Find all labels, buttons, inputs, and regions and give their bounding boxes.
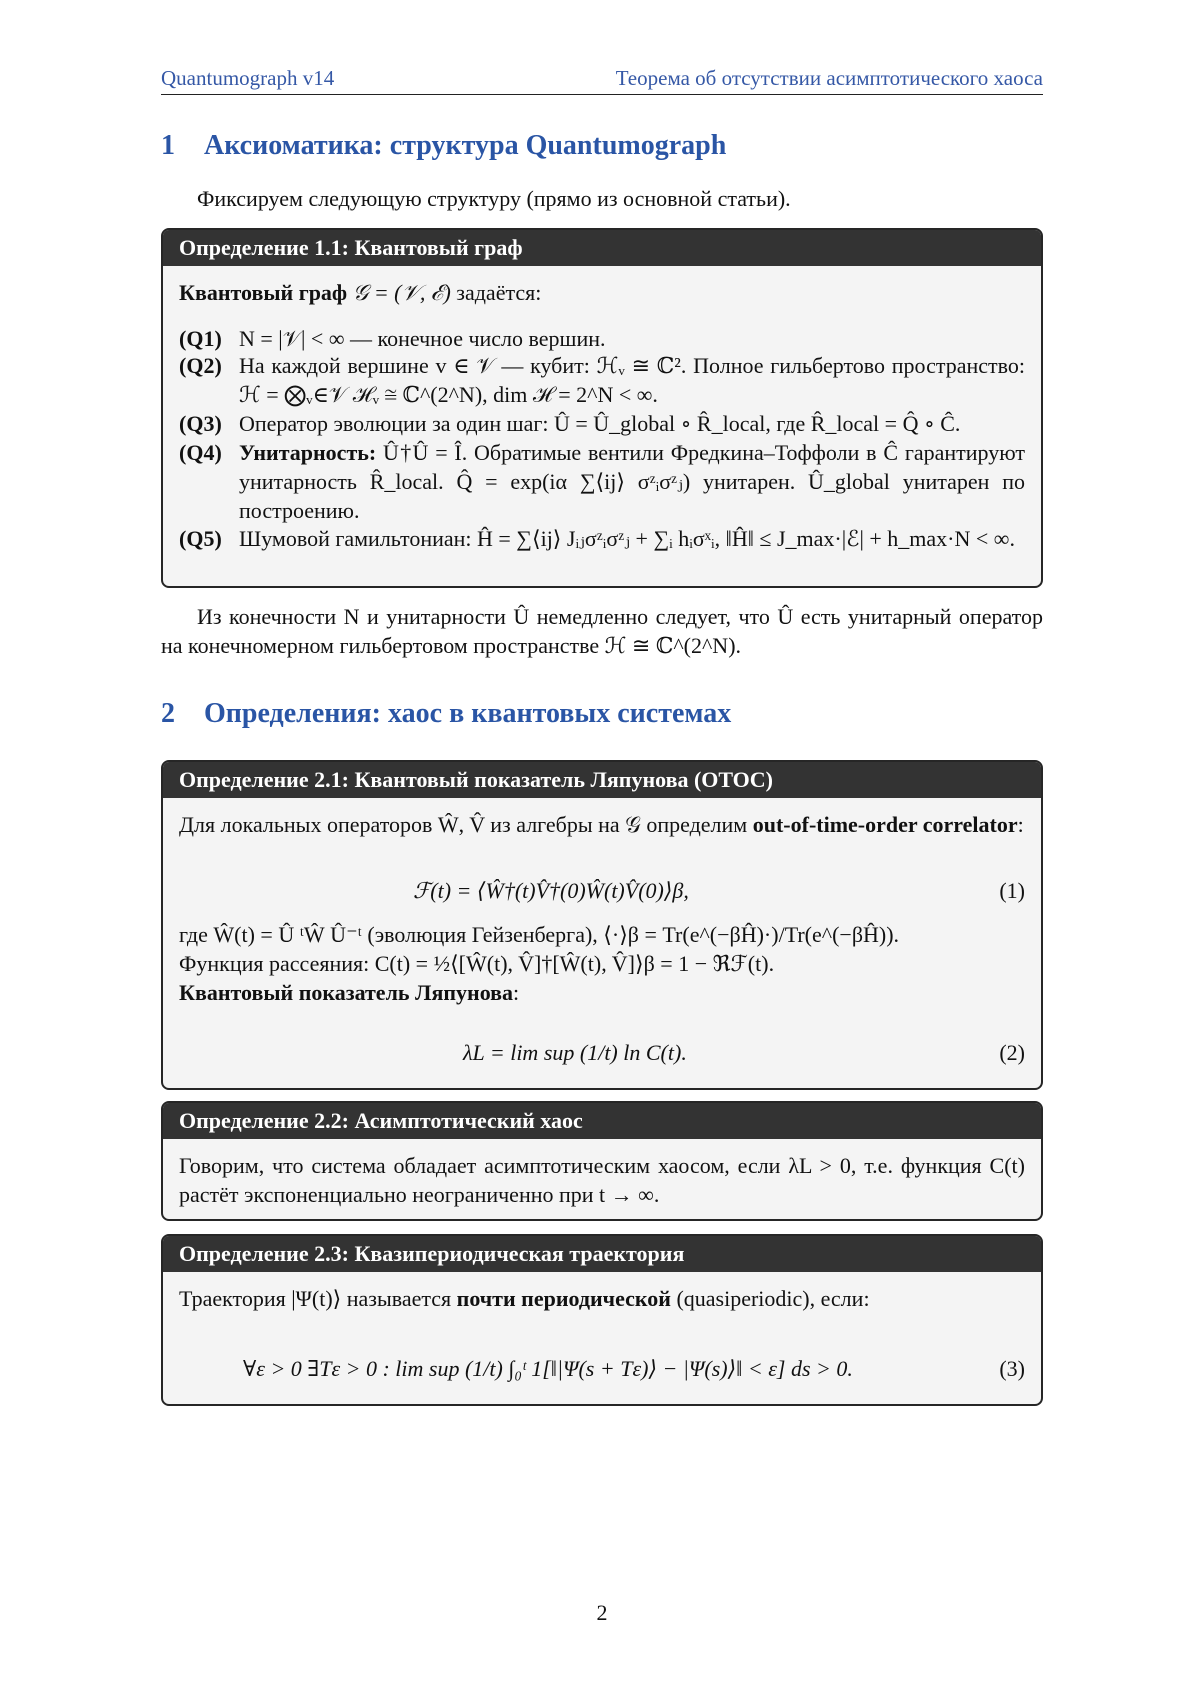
definition-body — [163, 798, 1041, 1088]
quasiperiodic-lead — [179, 1284, 870, 1313]
lead-rest: (quasiperiodic), если: — [676, 1286, 870, 1311]
definition-title: Определение 1.1: Квантовый граф — [163, 230, 1041, 266]
axiom-text: Û†Û = Î. Обратимые вентили Фредкина–Тоффоли в Ĉ гарантируют унитарность R̂_local. Q̂ = exp(iα ∑⟨ij⟩ σᶻᵢσᶻⱼ) унитарен. Û_global унитарен по построению. — [239, 440, 1026, 523]
equation-number: (1) — [999, 878, 1025, 903]
section-2-heading — [161, 698, 731, 730]
axiom-tag: (Q4) — [179, 440, 222, 465]
lead-rest: задаётся: — [450, 280, 542, 305]
otoc-intro: Для локальных операторов Ŵ, V̂ из алгебры на 𝒢 определим out-of-time-order correlator: — [179, 812, 1024, 837]
page-number: 2 — [596, 1600, 608, 1625]
otoc-intro-text: Для локальных операторов Ŵ, V̂ из алгебры на 𝒢 определим — [179, 812, 748, 837]
chaos-definition-text: Говорим, что система обладает асимптотическим хаосом, если λL > 0, т.е. функция C(t) растёт экспоненциально неограниченно при t → ∞. — [179, 1153, 1025, 1207]
section-number: 1 — [161, 130, 175, 161]
axiom-tag: (Q1) — [179, 326, 222, 351]
definition-box-2-1 — [161, 760, 1043, 1090]
equation-2: λL = lim sup (1/t) ln C(t). — [463, 1040, 687, 1065]
section-1-heading — [161, 130, 726, 162]
scattering-line: Функция рассеяния: C(t) = ½⟨[Ŵ(t), V̂]†[Ŵ(t), V̂]⟩β = 1 − ℜℱ(t). — [179, 951, 775, 976]
axiom-text: На каждой вершине v ∈ 𝒱 — кубит: ℋᵥ ≅ ℂ². Полное гильбертово пространство: ℋ = ⨂ᵥ∈𝒱 ℋᵥ ≅ ℂ^(2^N), dim ℋ = 2^N < ∞. — [239, 353, 1025, 407]
definition-box-1-1 — [161, 228, 1043, 588]
section-title: Определения: хаос в квантовых системах — [204, 698, 732, 729]
lyapunov-heading: Квантовый показатель Ляпунова: — [179, 980, 520, 1005]
header-right: Теорема об отсутствии асимптотического хаоса — [615, 66, 1043, 90]
axiom-tag: (Q5) — [179, 526, 222, 551]
lead-text: Траектория |Ψ(t)⟩ называется — [179, 1286, 452, 1311]
definition-title: Определение 2.1: Квантовый показатель Ляпунова (OTOC) — [163, 762, 1041, 798]
equation-1: ℱ(t) = ⟨Ŵ†(t)V̂†(0)Ŵ(t)V̂(0)⟩β, — [413, 878, 689, 903]
definition-title: Определение 2.2: Асимптотический хаос — [163, 1103, 1041, 1139]
section-number: 2 — [161, 698, 175, 729]
section-1-intro: Фиксируем следующую структуру (прямо из основной статьи). — [197, 186, 791, 211]
axiom-text: N = |𝒱| < ∞ — конечное число вершин. — [239, 326, 606, 351]
definition-lead — [179, 278, 541, 307]
lead-term: Квантовый граф — [179, 280, 348, 305]
running-header — [161, 64, 1043, 95]
axiom-tag: (Q2) — [179, 353, 222, 378]
otoc-term: out-of-time-order correlator — [752, 812, 1018, 837]
equation-number: (3) — [999, 1356, 1025, 1381]
lead-formula: 𝒢 = (𝒱, ℰ) — [352, 280, 451, 305]
definition-body — [163, 1272, 1041, 1404]
definition-body — [163, 266, 1041, 586]
header-left: Quantumograph v14 — [161, 66, 335, 90]
lead-term: почти периодической — [456, 1286, 671, 1311]
axiom-text: Оператор эволюции за один шаг: Û = Û_global ∘ R̂_local, где R̂_local = Q̂ ∘ Ĉ. — [239, 411, 961, 436]
section-title: Аксиоматика: структура Quantumograph — [204, 130, 727, 161]
definition-box-2-2 — [161, 1101, 1043, 1221]
axiom-tag: (Q3) — [179, 411, 222, 436]
definition-body — [163, 1139, 1041, 1219]
axiom-bold: Унитарность: — [239, 440, 377, 465]
definition-title: Определение 2.3: Квазипериодическая траектория — [163, 1236, 1041, 1272]
equation-number: (2) — [999, 1040, 1025, 1065]
equation-3: ∀ε > 0 ∃Tε > 0 : lim sup (1/t) ∫₀ᵗ 1[‖|Ψ(s + Tε)⟩ − |Ψ(s)⟩‖ < ε] ds > 0. — [243, 1356, 853, 1381]
axiom-text: Шумовой гамильтониан: Ĥ = ∑⟨ij⟩ Jᵢⱼσᶻᵢσᶻⱼ + ∑ᵢ hᵢσˣᵢ, ‖Ĥ‖ ≤ J_max·|ℰ| + h_max·N < ∞. — [239, 526, 1015, 551]
lyapunov-term: Квантовый показатель Ляпунова — [179, 980, 514, 1005]
definition-box-2-3 — [161, 1234, 1043, 1406]
axiom-text-wrap — [239, 438, 1025, 525]
heisenberg-line: где Ŵ(t) = Û ᵗŴ Û⁻ᵗ (эволюция Гейзенберга), ⟨·⟩β = Tr(e^(−βĤ)·)/Tr(e^(−βĤ)). — [179, 922, 900, 947]
section-1-conclusion: Из конечности N и унитарности Û немедленно следует, что Û есть унитарный оператор на конечномерном гильбертовом пространстве ℋ ≅ ℂ^(2^N). — [161, 604, 1043, 658]
